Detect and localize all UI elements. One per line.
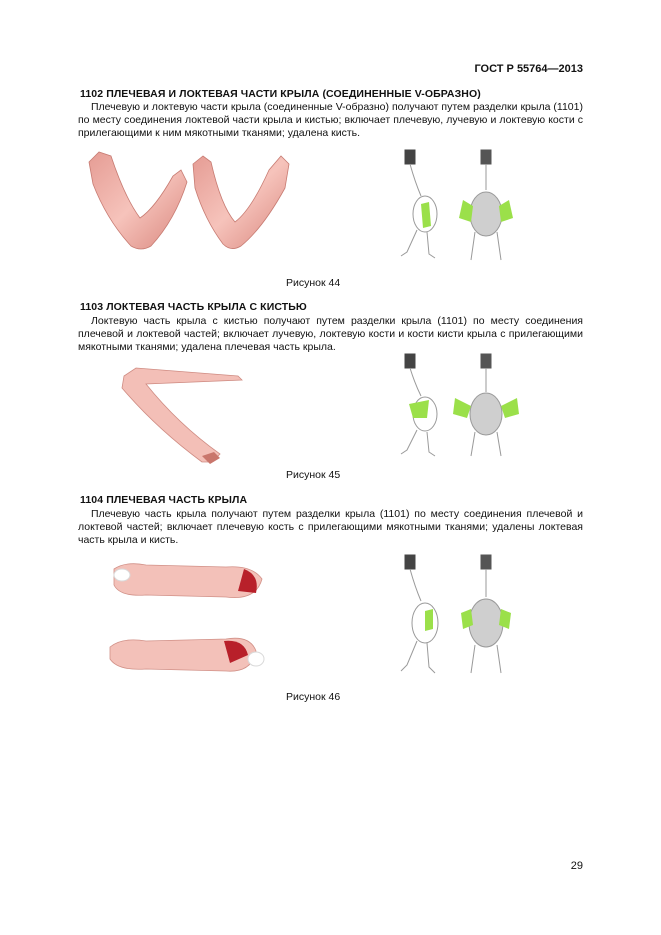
figure-caption-44: Рисунок 44: [286, 277, 341, 289]
figure-caption-46: Рисунок 46: [286, 691, 341, 703]
figure-caption-45: Рисунок 45: [286, 469, 341, 481]
standard-header: ГОСТ Р 55764—2013: [474, 63, 583, 75]
upper-wing-photo: [106, 555, 266, 685]
section-title-1104: 1104 ПЛЕЧЕВАЯ ЧАСТЬ КРЫЛА: [80, 494, 248, 506]
v-wing-photo: [85, 148, 295, 256]
section-title-1102: 1102 ПЛЕЧЕВАЯ И ЛОКТЕВАЯ ЧАСТИ КРЫЛА (СОЕДИНЕННЫЕ V-ОБРАЗНО): [80, 88, 481, 100]
wing-with-hand-photo: [116, 362, 246, 466]
section-text-1103: Локтевую часть крыла с кистью получают путем разделки крыла (1101) по месту соединения плечевой и локтевой частей; включает лучевую, локтевую кости и кости кисти крыла с прилегающими мякотными тканями; удалена плечевая часть крыла.: [78, 315, 583, 354]
section-title-1103: 1103 ЛОКТЕВАЯ ЧАСТЬ КРЫЛА С КИСТЬЮ: [80, 301, 307, 313]
section-text-1102: Плечевую и локтевую части крыла (соединенные V-образно) получают путем разделки крыла (1101) по месту соединения локтевой части крыла и кистью; включает плечевую, лучевую и локтевую кости с прилегающими к ним мякотными тканями; удалена кисть.: [78, 101, 583, 140]
chicken-skeleton-diagram-46: [393, 553, 523, 678]
chicken-skeleton-diagram-45: [393, 352, 523, 462]
page-number: 29: [570, 860, 583, 872]
section-text-1104: Плечевую часть крыла получают путем разделки крыла (1101) по месту соединения плечевой и локтевой частей; включает плечевую кость с прилегающими мякотными тканями; удалены локтевая часть крыла и кисть.: [78, 508, 583, 547]
chicken-skeleton-diagram-44: [393, 148, 523, 268]
